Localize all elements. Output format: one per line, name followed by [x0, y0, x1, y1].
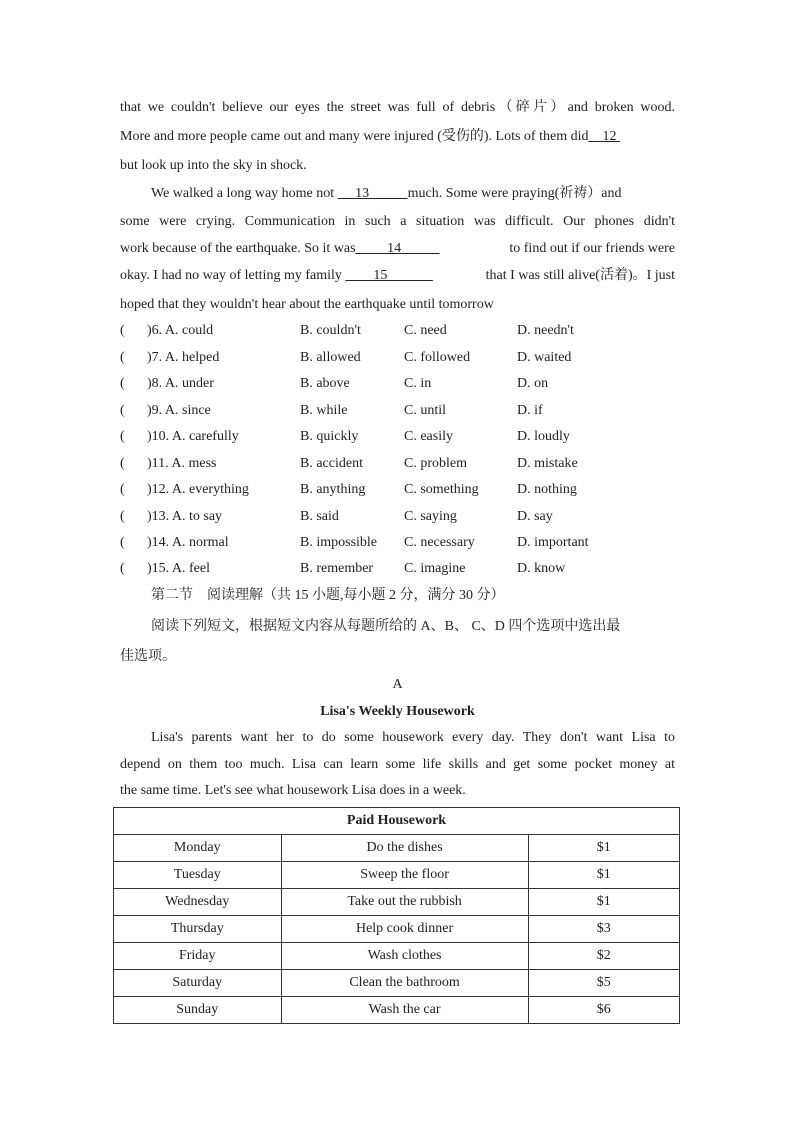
option-d: D. loudly: [517, 429, 570, 444]
option-b: B. quickly: [300, 429, 359, 444]
passage-line-7: [120, 267, 675, 285]
section-heading: 第二节 阅读理解（共 15 小题,每小题 2 分，满分 30 分）: [151, 588, 505, 603]
section-instruction-1: 阅读下列短文，根据短文内容从每题所给的 A、B、 C、D 四个选项中选出最: [151, 619, 621, 634]
passage-line-6: [120, 240, 675, 258]
reading-line-3: the same time. Let's see what housework Lisa does in a week.: [120, 783, 466, 798]
option-a: )14. A. normal: [147, 535, 229, 550]
question-row: [120, 455, 680, 473]
option-d: D. nothing: [517, 482, 577, 497]
option-d: D. know: [517, 561, 566, 576]
option-a: )7. A. helped: [147, 350, 220, 365]
task-cell: Wash the car: [281, 997, 528, 1024]
option-d: D. mistake: [517, 456, 578, 471]
answer-paren: (: [120, 456, 125, 471]
question-row: [120, 428, 680, 446]
question-row: [120, 375, 680, 393]
day-cell: Wednesday: [114, 889, 282, 916]
question-row: [120, 349, 680, 367]
option-c: C. until: [404, 403, 447, 418]
task-cell: Wash clothes: [281, 943, 528, 970]
pay-cell: $3: [528, 916, 679, 943]
option-d: D. on: [517, 376, 549, 391]
option-b: B. remember: [300, 561, 374, 576]
answer-paren: (: [120, 323, 125, 338]
option-b: B. accident: [300, 456, 363, 471]
passage-line-6-text-b: to find out if our friends were: [509, 241, 675, 256]
passage-title: Lisa's Weekly Housework: [320, 704, 475, 719]
question-row: [120, 481, 680, 499]
table-row: [114, 916, 680, 943]
answer-paren: (: [120, 403, 125, 418]
option-d: D. if: [517, 403, 543, 418]
option-a: )15. A. feel: [147, 561, 210, 576]
question-row: [120, 322, 680, 340]
table-header-row: [114, 808, 680, 835]
blank-13: [338, 186, 408, 201]
answer-paren: (: [120, 535, 125, 550]
task-cell: Sweep the floor: [281, 862, 528, 889]
passage-line-1: that we couldn't believe our eyes the street was full of debris（碎片）and broken wood.: [120, 100, 675, 115]
answer-paren: (: [120, 350, 125, 365]
passage-line-4-text-b: much. Some were praying(祈祷）and: [407, 186, 622, 201]
option-d: D. say: [517, 509, 553, 524]
passage-line-6-text-a: work because of the earthquake. So it was: [120, 241, 356, 256]
question-row: [120, 560, 680, 578]
pay-cell: $2: [528, 943, 679, 970]
reading-line-2: depend on them too much. Lisa can learn some life skills and get some pocket money at: [120, 757, 675, 772]
option-a: )8. A. under: [147, 376, 214, 391]
blank-14-number: 14: [387, 241, 402, 256]
passage-line-8: hoped that they wouldn't hear about the earthquake until tomorrow: [120, 297, 494, 312]
option-a: )9. A. since: [147, 403, 211, 418]
option-d: D. waited: [517, 350, 572, 365]
blank-12: [588, 129, 620, 144]
day-cell: Monday: [114, 835, 282, 862]
blank-15-number: 15: [373, 268, 388, 283]
option-c: C. need: [404, 323, 447, 338]
question-row: [120, 534, 680, 552]
passage-line-2-text: More and more people came out and many were injured (受伤的). Lots of them did: [120, 129, 589, 144]
task-cell: Do the dishes: [281, 835, 528, 862]
table-row: [114, 835, 680, 862]
table-row: [114, 943, 680, 970]
option-c: C. saying: [404, 509, 457, 524]
day-cell: Saturday: [114, 970, 282, 997]
answer-paren: (: [120, 376, 125, 391]
option-d: D. important: [517, 535, 589, 550]
answer-paren: (: [120, 509, 125, 524]
answer-paren: (: [120, 482, 125, 497]
question-row: [120, 402, 680, 420]
passage-line-5: some were crying. Communication in such a situation was difficult. Our phones didn't: [120, 214, 675, 229]
table-row: [114, 862, 680, 889]
reading-line-1: Lisa's parents want her to do some housework every day. They don't want Lisa to: [151, 730, 675, 745]
option-b: B. couldn't: [300, 323, 361, 338]
day-cell: Thursday: [114, 916, 282, 943]
answer-paren: (: [120, 429, 125, 444]
table-header: Paid Housework: [114, 808, 680, 835]
option-b: B. allowed: [300, 350, 361, 365]
day-cell: Tuesday: [114, 862, 282, 889]
pay-cell: $1: [528, 835, 679, 862]
option-b: B. impossible: [300, 535, 378, 550]
option-c: C. problem: [404, 456, 467, 471]
passage-line-4: [151, 185, 675, 203]
option-d: D. needn't: [517, 323, 574, 338]
passage-label: A: [392, 677, 403, 692]
option-a: )12. A. everything: [147, 482, 249, 497]
option-b: B. anything: [300, 482, 366, 497]
passage-line-7-text-b: that I was still alive(活着)。I just: [485, 268, 675, 283]
option-c: C. necessary: [404, 535, 475, 550]
option-c: C. imagine: [404, 561, 466, 576]
option-b: B. while: [300, 403, 348, 418]
option-c: C. in: [404, 376, 432, 391]
option-a: )11. A. mess: [147, 456, 217, 471]
option-b: B. said: [300, 509, 339, 524]
pay-cell: $6: [528, 997, 679, 1024]
blank-13-number: 13: [355, 186, 370, 201]
table-row: [114, 997, 680, 1024]
option-c: C. followed: [404, 350, 471, 365]
option-a: )6. A. could: [147, 323, 214, 338]
passage-line-4-text-a: We walked a long way home not: [151, 186, 335, 201]
option-a: )10. A. carefully: [147, 429, 239, 444]
option-c: C. easily: [404, 429, 453, 444]
option-a: )13. A. to say: [147, 509, 223, 524]
pay-cell: $5: [528, 970, 679, 997]
blank-12-number: 12: [602, 129, 617, 144]
answer-paren: (: [120, 561, 125, 576]
task-cell: Help cook dinner: [281, 916, 528, 943]
housework-table: [113, 807, 680, 1024]
task-cell: Take out the rubbish: [281, 889, 528, 916]
table-row: [114, 889, 680, 916]
blank-15: [345, 268, 433, 283]
option-b: B. above: [300, 376, 350, 391]
section-instruction-2: 佳选项。: [120, 649, 176, 664]
pay-cell: $1: [528, 862, 679, 889]
pay-cell: $1: [528, 889, 679, 916]
table-row: [114, 970, 680, 997]
task-cell: Clean the bathroom: [281, 970, 528, 997]
option-c: C. something: [404, 482, 479, 497]
passage-line-7-text-a: okay. I had no way of letting my family: [120, 268, 342, 283]
blank-14: [356, 241, 440, 256]
day-cell: Sunday: [114, 997, 282, 1024]
question-row: [120, 508, 680, 526]
passage-line-3: but look up into the sky in shock.: [120, 158, 307, 173]
passage-line-2: [120, 128, 676, 146]
day-cell: Friday: [114, 943, 282, 970]
